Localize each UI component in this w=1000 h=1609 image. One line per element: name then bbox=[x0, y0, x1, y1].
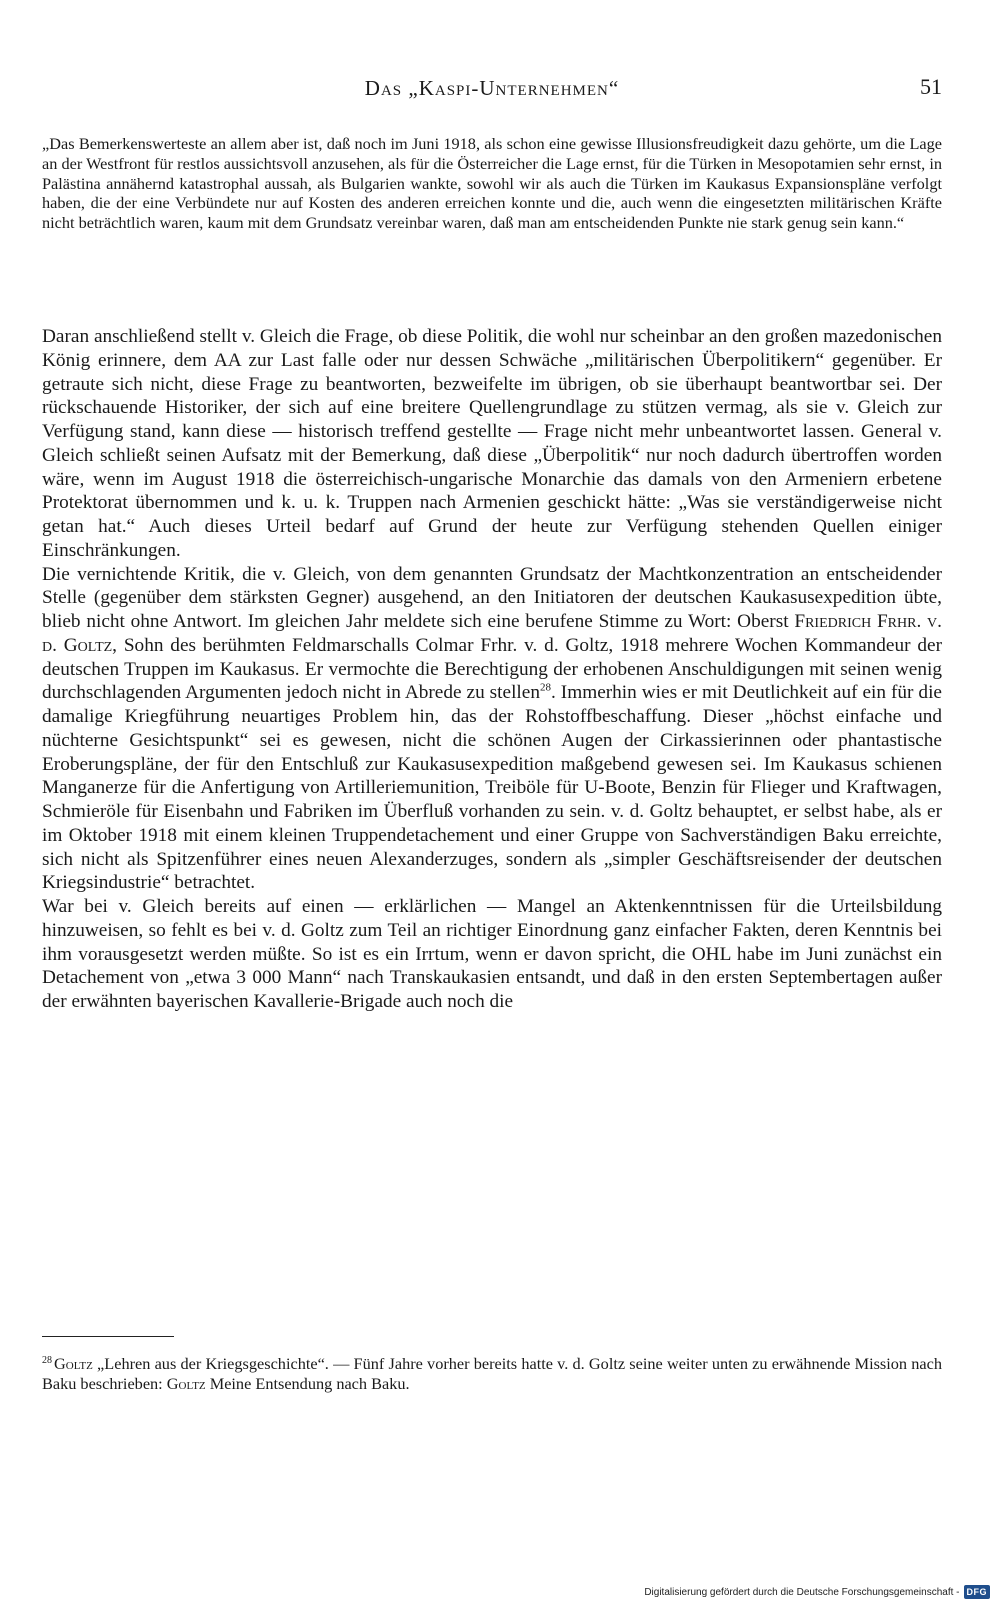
footnote-reference[interactable]: 28 bbox=[540, 681, 551, 694]
dfg-logo: DFG bbox=[964, 1585, 991, 1599]
footnote-divider bbox=[42, 1336, 174, 1337]
footnotes bbox=[42, 1354, 942, 1394]
block-quote: „Das Bemerkenswerteste an allem aber ist, daß noch im Juni 1918, als schon eine gewisse Illusionsfreudigkeit dazu gehörte, um die Lage an der Westfront für restlos aussichtsvoll anzusehen, als für die Österreicher die Lage ernst, für die Türken in Mesopotamien sehr ernst, in Palästina annähernd katastrophal aussah, als Bulgarien wankte, sowohl wir als auch die Türken im Kaukasus Expansionspläne verfolgt haben, die der eine Verbündete nur auf Kosten des anderen erreichen konnte und die, auch wenn die eingesetzten militärischen Kräfte nicht beträchtlich waren, kaum mit dem Grundsatz vereinbar waren, daß man am entscheidenden Punkte nie stark genug sein kann.“ bbox=[42, 134, 942, 233]
footnote-author-1: Goltz bbox=[54, 1354, 93, 1373]
digitization-credit bbox=[644, 1583, 990, 1601]
page-number: 51 bbox=[920, 74, 942, 99]
running-title: Das „Kaspi-Unternehmen“ bbox=[364, 76, 620, 100]
paragraph-1: Daran anschließend stellt v. Gleich die Frage, ob diese Politik, die wohl nur scheinbar an den großen mazedonischen König erinnere, dem AA zur Last falle oder nur dessen Schwäche „militärischen Überpolitikern“ gegenüber. Er getraute sich nicht, diese Frage zu beantworten, bezweifelte im übrigen, ob sie überhaupt beantwortbar sei. Der rückschauende Historiker, der sich auf eine breitere Quellengrundlage zu stützen vermag, als sie v. Gleich zur Verfügung stand, kann diese — historisch treffend gestellte — Frage nicht mehr unbeantwortet lassen. General v. Gleich schließt seinen Aufsatz mit der Bemerkung, daß diese „Überpolitik“ nur noch dadurch übertroffen worden wäre, wenn im August 1918 die österreichisch-ungarische Monarchie das damals von den Armeniern erbetene Protektorat übernommen und k. u. k. Truppen nach Armenien geschickt hätte: „Was sie verständigerweise nicht getan hat.“ Auch dieses Urteil bedarf auf Grund der heute zur Verfügung stehenden Quellen einiger Einschränkungen. bbox=[42, 326, 942, 561]
author-name-goltz: Friedrich Frhr. v. d. Goltz bbox=[42, 611, 942, 656]
footnote-28 bbox=[42, 1354, 942, 1394]
paragraph-2-part-b: , Sohn des berühmten Feldmarschalls Colmar Frhr. v. d. Goltz, 1918 mehrere Wochen Kommandeur der deutschen Truppen im Kaukasus. Er vermochte die Berechtigung der erhobenen Anschuldigungen mit seinen wenig durchschlagenden Argumenten jedoch nicht in Abrede zu stellen bbox=[42, 634, 942, 704]
paragraph-2-part-a: Die vernichtende Kritik, die v. Gleich, von dem genannten Grundsatz der Machtkonzentration an entscheidender Stelle (gegenüber dem stärksten Gegner) ausgehend, an den Initiatoren der deutschen Kaukasusexpedition übte, blieb nicht ohne Antwort. Im gleichen Jahr meldete sich eine berufene Stimme zu Wort: Oberst bbox=[42, 563, 942, 632]
paragraph-3: War bei v. Gleich bereits auf einen — erklärlichen — Mangel an Aktenkenntnissen für die Urteilsbildung hinzuweisen, so fehlt es bei v. d. Goltz zum Teil an richtiger Einordnung ganz einfacher Fakten, deren Kenntnis bei ihm vorausgesetzt werden müßte. So ist es ein Irrtum, wenn er davon spricht, die OHL habe im Juni zunächst ein Detachement von „etwa 3 000 Mann“ nach Transkaukasien entsandt, und daß in den ersten Septembertagen außer der erwähnten bayerischen Kavallerie-Brigade auch noch die bbox=[42, 896, 942, 1012]
credit-text: Digitalisierung gefördert durch die Deutsche Forschungsgemeinschaft - bbox=[644, 1586, 960, 1598]
footnote-text-2: Meine Entsendung nach Baku. bbox=[205, 1374, 410, 1393]
main-text bbox=[42, 325, 942, 1014]
footnote-author-2: Goltz bbox=[166, 1374, 206, 1393]
footnote-number: 28 bbox=[42, 1354, 52, 1366]
paragraph-2 bbox=[42, 563, 942, 896]
footnote-text-1: „Lehren aus der Kriegsgeschichte“. — Fünf Jahre vorher bereits hatte v. d. Goltz seine weiter unten zu erwähnende Mission nach Baku beschrieben: bbox=[42, 1354, 942, 1393]
page-header bbox=[42, 76, 942, 106]
paragraph-2-part-c: . Immerhin wies er mit Deutlichkeit auf ein für die damalige Kriegführung neuartiges Problem hin, das der Rohstoffbeschaffung. Dieser „höchst einfache und nüchterne Gesichtspunkt“ sei es gewesen, nicht die schönen Augen der Cirkassierinnen oder phantastische Eroberungspläne, der für den Entschluß zur Kaukasusexpedition maßgebend gewesen sei. Im Kaukasus schienen Manganerze für die Anfertigung von Artilleriemunition, Treiböle für U-Boote, Benzin für Flieger und Kraftwagen, Schmieröle für Eisenbahn und Fabriken im Überfluß vorhanden zu sein. v. d. Goltz behauptet, er selbst habe, als er im Oktober 1918 mit einem kleinen Truppendetachement und einer Gruppe von Sachverständigen Baku erreichte, sich nicht als Spitzenführer eines neuen Alexanderzuges, sondern als „simpler Geschäftsreisender der deutschen Kriegsindustrie“ betrachtet. bbox=[42, 682, 942, 894]
